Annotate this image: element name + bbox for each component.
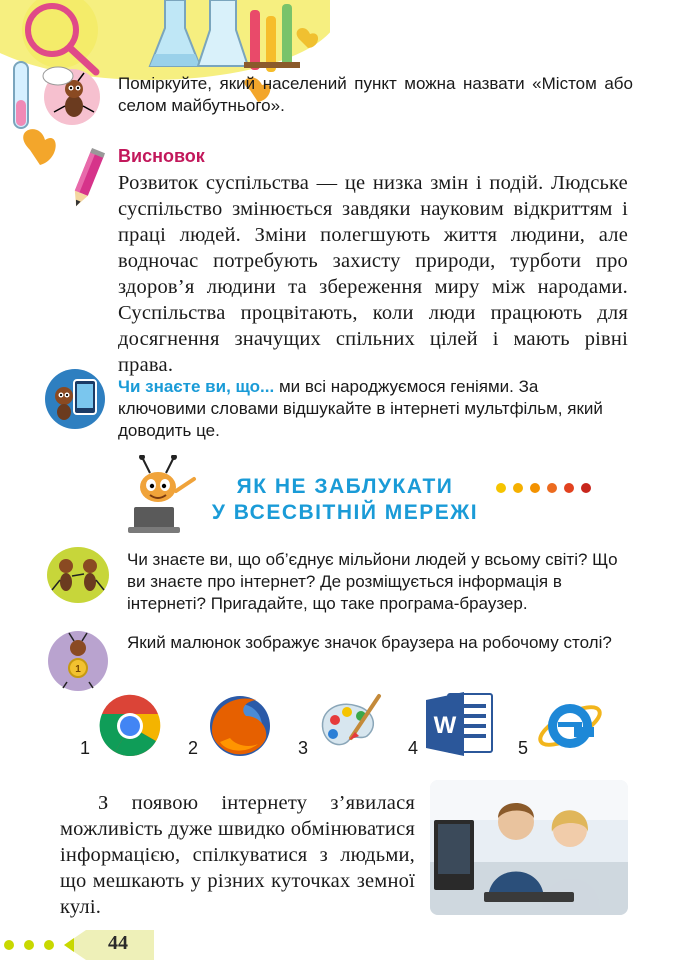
did-you-know (118, 376, 630, 442)
closing-paragraph: З появою інтернету з’явилася можливість дуже швидко обмінюватися інформацією, спілкуватися з людьми, що мешкають у різних куточках земної кулі. (60, 792, 415, 918)
ants-discussion-icon (46, 546, 110, 604)
pencil-icon (66, 148, 106, 210)
thought-bubble-icon (40, 66, 74, 88)
ant-laptop-mascot-icon (120, 455, 200, 537)
section-title-line1: ЯК НЕ ЗАБЛУКАТИ (236, 475, 454, 498)
did-you-know-lead: Чи знаєте ви, що... (118, 377, 275, 396)
think-prompt: Поміркуйте, який населений пункт можна назвати «Містом або селом майбутнього». (118, 74, 633, 115)
option-2-number: 2 (188, 738, 199, 758)
ant-medal-icon (47, 630, 109, 692)
did-you-know-text: ми всі народжуємося геніями. За ключовими словами відшукайте в інтернеті мультфільм, який доводить це. (118, 377, 603, 440)
ant-tablet-icon (44, 368, 106, 430)
paint-palette-icon (315, 690, 385, 756)
option-3-number: 3 (298, 738, 309, 758)
children-at-computer-photo (430, 780, 628, 915)
svg-text:W: W (433, 712, 457, 739)
chrome-icon (98, 694, 162, 758)
page-number: 44 (108, 932, 128, 954)
conclusion-heading: Висновок (118, 146, 205, 166)
svg-text:1: 1 (75, 664, 81, 675)
question-2: Який малюнок зображує значок браузера на робочому столі? (127, 633, 612, 652)
internet-explorer-icon (534, 690, 606, 758)
option-4-number: 4 (408, 738, 419, 758)
question-1: Чи знаєте ви, що об’єднує мільйони людей у всьому світі? Що ви знаєте про інтернет? Де розміщується інформація в інтернеті? Пригадайте, що таке програма-браузер. (127, 550, 618, 613)
decorative-dots (496, 483, 591, 493)
footer-dots (4, 940, 54, 950)
word-icon (424, 690, 496, 758)
firefox-icon (206, 692, 274, 760)
option-5-number: 5 (518, 738, 529, 758)
conclusion-body: Розвиток суспільства — це низка змін і подій. Людське суспільство змінюється завдяки науковим відкриттям і праці людей. Зміни полегшують життя людини, але водночас потребують захисту природи, турботи про здоров’я людини та збереження миру між народами. Суспільства процвітають, коли люди працюють для досягнення значущих спільних цілей і мають рівні права. (118, 172, 628, 376)
section-title-line2: У ВСЕСВІТНІЙ МЕРЕЖІ (211, 501, 479, 524)
option-1-number: 1 (80, 738, 91, 758)
section-title (205, 474, 485, 526)
